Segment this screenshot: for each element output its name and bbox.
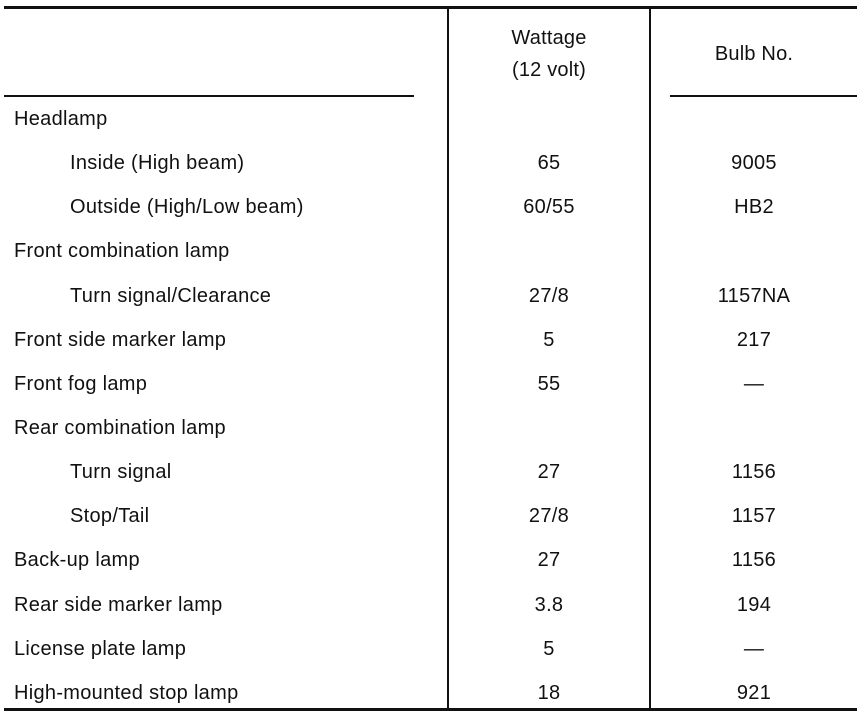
table-row <box>4 362 857 406</box>
table-row <box>4 141 857 185</box>
bulb-number-cell: 1157NA <box>717 284 791 307</box>
table-row <box>4 185 857 229</box>
bulb-number-cell: 1156 <box>731 549 777 572</box>
lamp-name-cell: Rear side marker lamp <box>14 593 223 616</box>
wattage-cell: 5 <box>543 637 555 660</box>
table-bottom-rule <box>4 708 857 711</box>
bulb-specification-table <box>4 6 857 712</box>
lamp-name-cell: Front combination lamp <box>14 240 230 263</box>
lamp-name-cell: Headlamp <box>14 108 108 130</box>
table-row <box>4 538 857 582</box>
lamp-name-cell: Stop/Tail <box>70 505 150 528</box>
wattage-cell: 27 <box>537 549 561 572</box>
table-top-rule <box>4 6 857 9</box>
bulb-number-column-header <box>651 14 857 94</box>
table-row <box>4 583 857 627</box>
bulb-number-cell: — <box>743 637 765 660</box>
wattage-cell: 27/8 <box>528 284 570 307</box>
table-body <box>4 97 857 715</box>
wattage-column-header <box>449 14 649 94</box>
wattage-cell: 18 <box>537 681 561 704</box>
lamp-name-cell: Outside (High/Low beam) <box>70 196 304 219</box>
wattage-cell: 3.8 <box>534 593 564 616</box>
lamp-name-cell: License plate lamp <box>14 637 187 660</box>
bulb-number-cell: 217 <box>736 328 772 351</box>
bulb-number-cell: 1156 <box>731 461 777 484</box>
bulb-header-label: Bulb No. <box>714 43 794 65</box>
table-row <box>4 494 857 538</box>
table-row <box>4 318 857 362</box>
wattage-cell: 65 <box>537 152 561 175</box>
bulb-number-cell: 9005 <box>731 152 777 175</box>
bulb-number-cell: — <box>743 372 765 395</box>
table-row <box>4 450 857 494</box>
bulb-number-cell: 1157 <box>731 505 777 528</box>
lamp-name-cell: Front side marker lamp <box>14 328 227 351</box>
lamp-name-cell: Rear combination lamp <box>14 416 226 439</box>
wattage-header-line2: (12 volt) <box>511 59 587 81</box>
bulb-number-cell: HB2 <box>734 196 774 219</box>
wattage-header-line1: Wattage <box>511 27 587 49</box>
lamp-name-cell: Front fog lamp <box>14 372 148 395</box>
table-row <box>4 274 857 318</box>
table-row <box>4 97 857 141</box>
table-row <box>4 627 857 671</box>
table-row <box>4 229 857 273</box>
bulb-number-cell: 194 <box>736 593 772 616</box>
wattage-cell: 27/8 <box>528 505 570 528</box>
wattage-cell: 27 <box>537 461 561 484</box>
wattage-cell: 5 <box>543 328 555 351</box>
wattage-cell: 55 <box>537 372 561 395</box>
lamp-name-cell: Turn signal/Clearance <box>70 284 272 307</box>
table-row <box>4 406 857 450</box>
wattage-cell: 60/55 <box>523 196 575 219</box>
bulb-number-cell: 921 <box>736 681 772 704</box>
lamp-name-cell: High-mounted stop lamp <box>14 681 239 704</box>
lamp-name-cell: Turn signal <box>70 461 172 484</box>
lamp-name-cell: Inside (High beam) <box>70 152 245 175</box>
lamp-name-cell: Back-up lamp <box>14 549 140 572</box>
